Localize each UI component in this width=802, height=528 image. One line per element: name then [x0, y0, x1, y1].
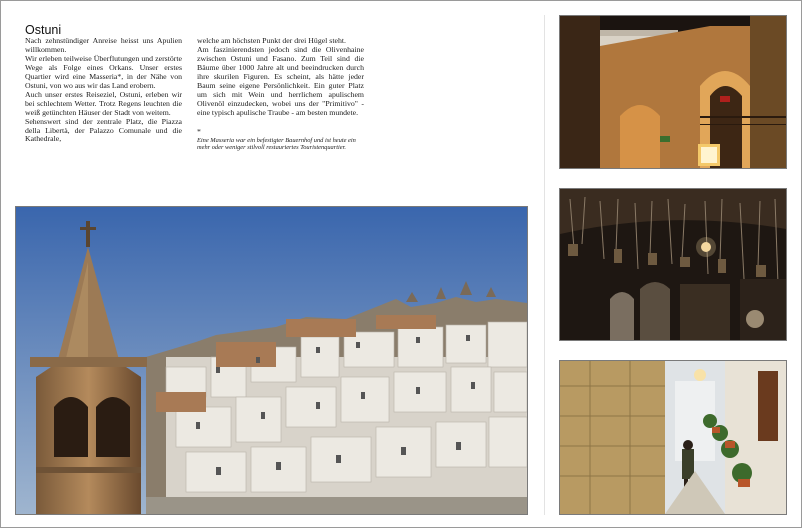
tools-illustration — [560, 189, 786, 340]
photo-courtyard-night — [559, 15, 787, 169]
text-column-left — [25, 37, 182, 144]
photo-hanging-tools — [559, 188, 787, 341]
footnote-marker: * — [197, 126, 201, 136]
page-gutter — [544, 15, 545, 515]
paragraph: welche am höchsten Punkt der drei Hügel steht. — [197, 36, 346, 45]
paragraph: Auch unser erstes Reiseziel, Ostuni, erleben wir bei schlechtem Wetter. Trotz Regens leuchten die weiß getünchten Häuser der Stadt von weitem. — [25, 89, 182, 117]
text-column-right — [197, 37, 364, 152]
alley-illustration — [560, 361, 786, 514]
courtyard-illustration — [560, 16, 786, 168]
paragraph: Sehenswert sind der zentrale Platz, die Piazza della Libertà, der Palazzo Comunale und die Kathedrale, — [25, 116, 182, 144]
paragraph: Nach zehnstündiger Anreise heisst uns Apulien willkommen. — [25, 36, 182, 54]
footnote: Eine Masseria war ein befestigter Bauernhof und ist heute ein mehr oder weniger stilvoll restauriertes Touristenquartier. — [197, 136, 356, 152]
paragraph: Wir erleben teilweise Überflutungen und zerstörte Wege als Folge eines Orkans. Unser erstes Quartier wird eine Masseria*, in der Nähe von Ostuni, von wo aus wir das Land erobern. — [25, 53, 182, 90]
photo-narrow-alley — [559, 360, 787, 515]
main-photo-ostuni — [15, 206, 528, 515]
ostuni-skyline-illustration — [16, 207, 527, 514]
paragraph: Am faszinierendsten jedoch sind die Olivenhaine zwischen Ostuni und Fasano. Zum Teil sind die Bäume über 1000 Jahre alt und beeindrucken durch ihre skurilen Figuren. Es scheint, als hätte jeder Baum seine eigene Persönlichkeit. Ein guter Platz um sich mit Wein und herrlichem apulischem Olivenöl einzudecken, wobei uns der "Primitivo" - eine typisch apulische Traube - am besten mundete. — [197, 44, 364, 117]
article-title: Ostuni — [25, 23, 62, 37]
